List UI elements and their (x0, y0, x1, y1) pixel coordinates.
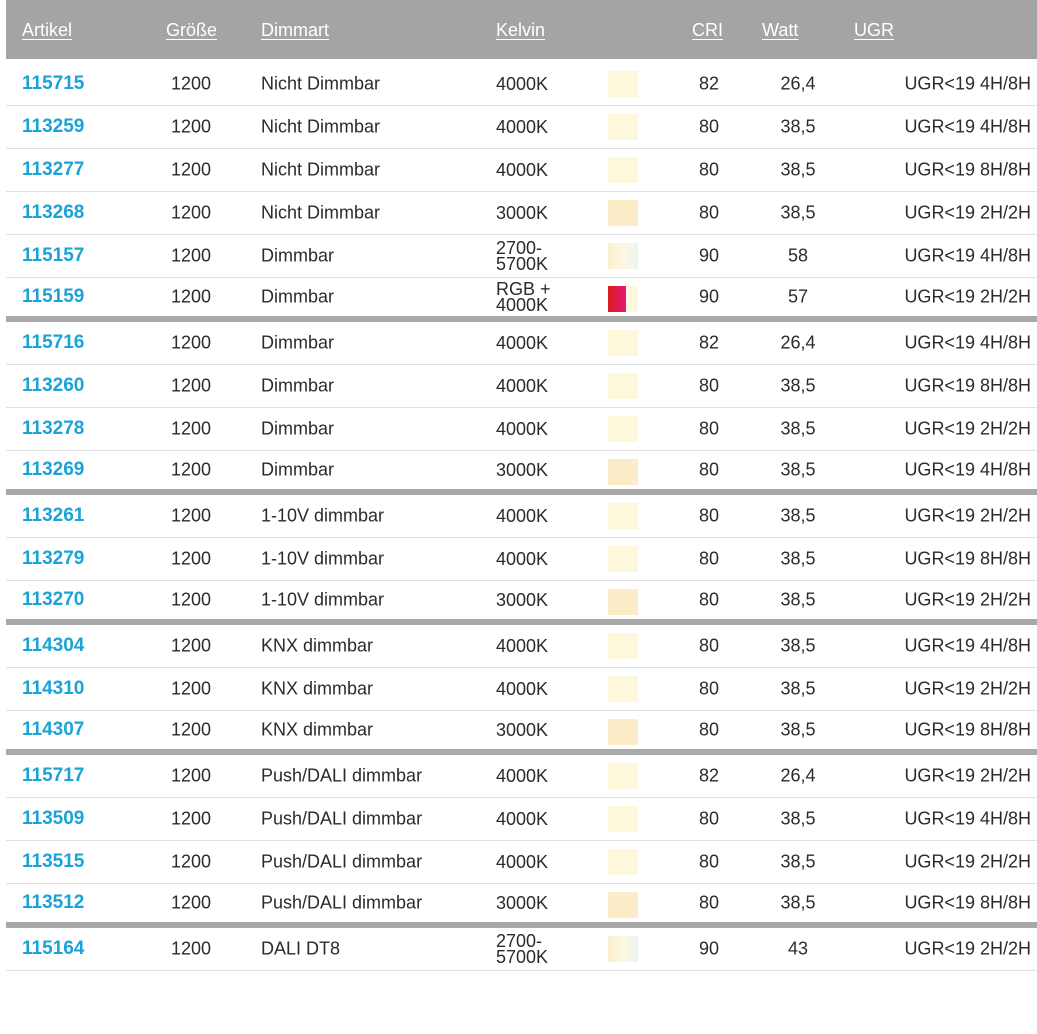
dimmart-cell: 1-10V dimmbar (261, 505, 385, 526)
kelvin-cell: 4000K (496, 766, 549, 786)
kelvin-cell: 3000K (496, 203, 549, 223)
size-cell: 1200 (171, 159, 212, 180)
table-row (6, 841, 1037, 884)
size-cell: 1200 (171, 505, 212, 526)
table-row (6, 149, 1037, 192)
artikel-link[interactable]: 115159 (22, 286, 85, 307)
kelvin-cell: 4000K (496, 74, 549, 94)
kelvin-cell: 4000K (496, 160, 549, 180)
artikel-link[interactable]: 113278 (22, 418, 85, 439)
size-cell: 1200 (171, 116, 212, 137)
color-swatch-icon (608, 719, 638, 745)
kelvin-cell: 2700- 5700K (496, 931, 549, 967)
artikel-link[interactable]: 113260 (22, 375, 85, 396)
size-cell: 1200 (171, 808, 212, 829)
kelvin-cell: RGB + 4000K (496, 279, 551, 315)
header-dimmart[interactable]: Dimmart (261, 20, 329, 40)
cri-cell: 82 (698, 73, 720, 94)
color-swatch-icon (608, 936, 638, 962)
artikel-link[interactable]: 113509 (22, 808, 85, 829)
size-cell: 1200 (171, 548, 212, 569)
table-row (6, 928, 1037, 971)
dimmart-cell: Nicht Dimmbar (261, 116, 381, 137)
table-row (6, 235, 1037, 278)
color-swatch-icon (608, 286, 638, 312)
table-row (6, 711, 1037, 755)
ugr-cell: UGR<19 2H/2H (904, 418, 1031, 439)
table-row (6, 278, 1037, 322)
cri-cell: 80 (698, 375, 720, 396)
cri-cell: 80 (698, 116, 720, 137)
watt-cell: 38,5 (780, 548, 816, 569)
size-cell: 1200 (171, 245, 212, 266)
table-row (6, 408, 1037, 451)
color-swatch-icon (608, 763, 638, 789)
artikel-link[interactable]: 113259 (22, 116, 85, 137)
ugr-cell: UGR<19 2H/2H (904, 505, 1031, 526)
table-row (6, 451, 1037, 495)
artikel-link[interactable]: 115716 (22, 332, 85, 353)
dimmart-cell: Dimmbar (261, 459, 335, 480)
size-cell: 1200 (171, 332, 212, 353)
ugr-cell: UGR<19 8H/8H (904, 159, 1031, 180)
watt-cell: 38,5 (780, 459, 816, 480)
table-row (6, 798, 1037, 841)
ugr-cell: UGR<19 4H/8H (904, 245, 1031, 266)
color-swatch-icon (608, 892, 638, 918)
color-swatch-icon (608, 330, 638, 356)
dimmart-cell: Push/DALI dimmbar (261, 808, 423, 829)
table-row (6, 884, 1037, 928)
artikel-link[interactable]: 114307 (22, 719, 85, 740)
cri-cell: 80 (698, 505, 720, 526)
color-swatch-icon (608, 806, 638, 832)
watt-cell: 43 (787, 938, 809, 959)
table-body (6, 63, 1037, 971)
table-row (6, 668, 1037, 711)
kelvin-cell: 3000K (496, 460, 549, 480)
header-kelvin[interactable]: Kelvin (496, 20, 546, 40)
dimmart-cell: Dimmbar (261, 418, 335, 439)
table-row (6, 365, 1037, 408)
color-swatch-icon (608, 459, 638, 485)
header-ugr[interactable]: UGR (854, 20, 894, 40)
color-swatch-icon (608, 114, 638, 140)
color-swatch-icon (608, 200, 638, 226)
watt-cell: 38,5 (780, 719, 816, 740)
watt-cell: 58 (787, 245, 809, 266)
dimmart-cell: Nicht Dimmbar (261, 159, 381, 180)
size-cell: 1200 (171, 635, 212, 656)
watt-cell: 38,5 (780, 589, 816, 610)
ugr-cell: UGR<19 2H/2H (904, 286, 1031, 307)
dimmart-cell: KNX dimmbar (261, 678, 374, 699)
dimmart-cell: DALI DT8 (261, 938, 341, 959)
cri-cell: 80 (698, 678, 720, 699)
size-cell: 1200 (171, 938, 212, 959)
table-row (6, 322, 1037, 365)
dimmart-cell: Dimmbar (261, 245, 335, 266)
dimmart-cell: Push/DALI dimmbar (261, 892, 423, 913)
artikel-link[interactable]: 113270 (22, 589, 85, 610)
kelvin-cell: 4000K (496, 333, 549, 353)
kelvin-cell: 4000K (496, 419, 549, 439)
watt-cell: 38,5 (780, 808, 816, 829)
ugr-cell: UGR<19 4H/8H (904, 332, 1031, 353)
cri-cell: 80 (698, 418, 720, 439)
table-row (6, 755, 1037, 798)
kelvin-cell: 4000K (496, 117, 549, 137)
ugr-cell: UGR<19 4H/8H (904, 459, 1031, 480)
kelvin-cell: 4000K (496, 809, 549, 829)
dimmart-cell: 1-10V dimmbar (261, 548, 385, 569)
watt-cell: 38,5 (780, 505, 816, 526)
size-cell: 1200 (171, 765, 212, 786)
kelvin-cell: 4000K (496, 679, 549, 699)
ugr-cell: UGR<19 2H/2H (904, 938, 1031, 959)
kelvin-cell: 4000K (496, 852, 549, 872)
size-cell: 1200 (171, 375, 212, 396)
header-groesse[interactable]: Größe (166, 20, 218, 40)
dimmart-cell: Nicht Dimmbar (261, 202, 381, 223)
color-swatch-icon (608, 849, 638, 875)
dimmart-cell: Dimmbar (261, 375, 335, 396)
table-row (6, 192, 1037, 235)
watt-cell: 26,4 (780, 332, 816, 353)
size-cell: 1200 (171, 202, 212, 223)
watt-cell: 38,5 (780, 159, 816, 180)
watt-cell: 57 (787, 286, 809, 307)
dimmart-cell: Push/DALI dimmbar (261, 851, 423, 872)
color-swatch-icon (608, 503, 638, 529)
artikel-link[interactable]: 113515 (22, 851, 85, 872)
watt-cell: 38,5 (780, 116, 816, 137)
color-swatch-icon (608, 546, 638, 572)
artikel-link[interactable]: 115164 (22, 938, 85, 959)
ugr-cell: UGR<19 2H/2H (904, 678, 1031, 699)
artikel-link[interactable]: 115157 (22, 245, 85, 266)
artikel-link[interactable]: 113277 (22, 159, 85, 180)
size-cell: 1200 (171, 719, 212, 740)
table-row (6, 63, 1037, 106)
product-table (6, 0, 1037, 971)
table-header (6, 0, 1037, 59)
cri-cell: 80 (698, 719, 720, 740)
watt-cell: 38,5 (780, 678, 816, 699)
color-swatch-icon (608, 676, 638, 702)
dimmart-cell: Dimmbar (261, 332, 335, 353)
size-cell: 1200 (171, 851, 212, 872)
kelvin-cell: 3000K (496, 720, 549, 740)
artikel-link[interactable]: 113279 (22, 548, 85, 569)
ugr-cell: UGR<19 2H/2H (904, 851, 1031, 872)
dimmart-cell: KNX dimmbar (261, 719, 374, 740)
cri-cell: 80 (698, 202, 720, 223)
dimmart-cell: Dimmbar (261, 286, 335, 307)
dimmart-cell: KNX dimmbar (261, 635, 374, 656)
ugr-cell: UGR<19 8H/8H (904, 548, 1031, 569)
color-swatch-icon (608, 157, 638, 183)
kelvin-cell: 4000K (496, 376, 549, 396)
ugr-cell: UGR<19 2H/2H (904, 202, 1031, 223)
kelvin-cell: 3000K (496, 893, 549, 913)
artikel-link[interactable]: 114304 (22, 635, 85, 656)
cri-cell: 82 (698, 765, 720, 786)
ugr-cell: UGR<19 4H/8H (904, 635, 1031, 656)
color-swatch-icon (608, 633, 638, 659)
cri-cell: 80 (698, 589, 720, 610)
kelvin-cell: 4000K (496, 506, 549, 526)
dimmart-cell: Push/DALI dimmbar (261, 765, 423, 786)
table-row (6, 538, 1037, 581)
kelvin-cell: 3000K (496, 590, 549, 610)
cri-cell: 80 (698, 851, 720, 872)
ugr-cell: UGR<19 8H/8H (904, 375, 1031, 396)
artikel-link[interactable]: 115715 (22, 73, 85, 94)
table-row (6, 625, 1037, 668)
ugr-cell: UGR<19 2H/2H (904, 589, 1031, 610)
size-cell: 1200 (171, 892, 212, 913)
watt-cell: 38,5 (780, 202, 816, 223)
watt-cell: 38,5 (780, 892, 816, 913)
header-cri[interactable]: CRI (692, 20, 723, 40)
color-swatch-icon (608, 589, 638, 615)
color-swatch-icon (608, 71, 638, 97)
kelvin-cell: 4000K (496, 636, 549, 656)
artikel-link[interactable]: 114310 (22, 678, 85, 699)
color-swatch-icon (608, 416, 638, 442)
watt-cell: 38,5 (780, 851, 816, 872)
watt-cell: 38,5 (780, 375, 816, 396)
size-cell: 1200 (171, 459, 212, 480)
size-cell: 1200 (171, 678, 212, 699)
artikel-link[interactable]: 113269 (22, 459, 85, 480)
size-cell: 1200 (171, 418, 212, 439)
size-cell: 1200 (171, 589, 212, 610)
table-row (6, 495, 1037, 538)
cri-cell: 80 (698, 548, 720, 569)
cri-cell: 80 (698, 892, 720, 913)
cri-cell: 80 (698, 459, 720, 480)
kelvin-cell: 4000K (496, 549, 549, 569)
cri-cell: 82 (698, 332, 720, 353)
cri-cell: 90 (698, 245, 720, 266)
ugr-cell: UGR<19 8H/8H (904, 892, 1031, 913)
header-watt[interactable]: Watt (762, 20, 799, 40)
ugr-cell: UGR<19 4H/8H (904, 73, 1031, 94)
cri-cell: 90 (698, 286, 720, 307)
artikel-link[interactable]: 113268 (22, 202, 85, 223)
artikel-link[interactable]: 113512 (22, 892, 85, 913)
watt-cell: 26,4 (780, 73, 816, 94)
artikel-link[interactable]: 115717 (22, 765, 85, 786)
ugr-cell: UGR<19 8H/8H (904, 719, 1031, 740)
watt-cell: 38,5 (780, 635, 816, 656)
kelvin-cell: 2700- 5700K (496, 238, 549, 274)
cri-cell: 80 (698, 635, 720, 656)
header-artikel[interactable]: Artikel (22, 20, 73, 40)
table-row (6, 581, 1037, 625)
ugr-cell: UGR<19 4H/8H (904, 808, 1031, 829)
size-cell: 1200 (171, 73, 212, 94)
ugr-cell: UGR<19 2H/2H (904, 765, 1031, 786)
artikel-link[interactable]: 113261 (22, 505, 85, 526)
color-swatch-icon (608, 243, 638, 269)
dimmart-cell: Nicht Dimmbar (261, 73, 381, 94)
table-row (6, 106, 1037, 149)
color-swatch-icon (608, 373, 638, 399)
cri-cell: 90 (698, 938, 720, 959)
watt-cell: 26,4 (780, 765, 816, 786)
cri-cell: 80 (698, 808, 720, 829)
size-cell: 1200 (171, 286, 212, 307)
watt-cell: 38,5 (780, 418, 816, 439)
dimmart-cell: 1-10V dimmbar (261, 589, 385, 610)
cri-cell: 80 (698, 159, 720, 180)
ugr-cell: UGR<19 4H/8H (904, 116, 1031, 137)
